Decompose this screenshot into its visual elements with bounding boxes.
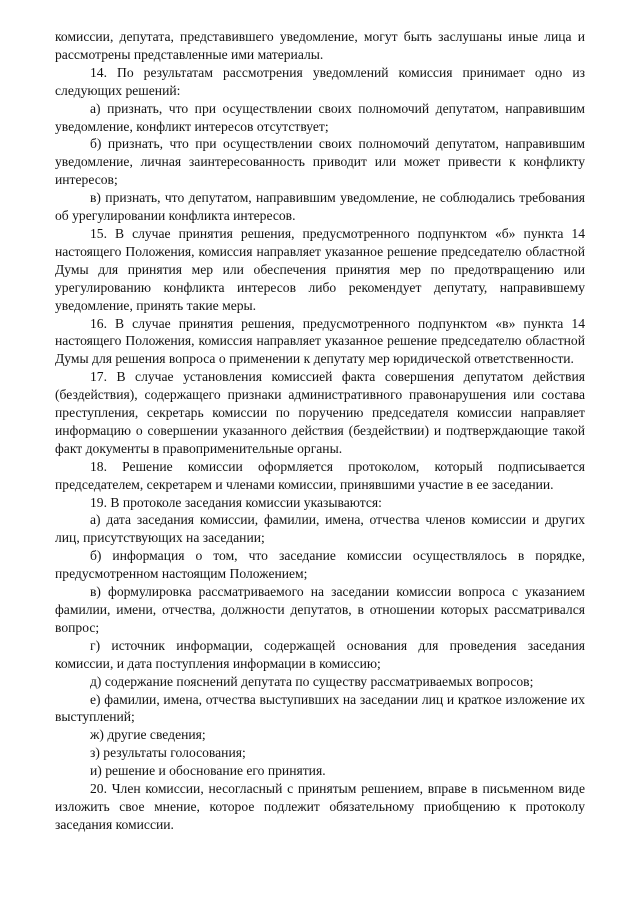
paragraph-item-16: 16. В случае принятия решения, предусмотренного подпунктом «в» пункта 14 настоящего Положения, комиссия направляет указанное решение председателю областной Думы для решения вопроса о применении к депутату мер юридической ответственности.: [55, 315, 585, 367]
paragraph-item-20: 20. Член комиссии, несогласный с принятым решением, вправе в письменном виде изложить свое мнение, которое подлежит обязательному приобщению к протоколу заседания комиссии.: [55, 781, 585, 832]
subitem-19-i: и) решение и обоснование его принятия.: [90, 763, 326, 779]
subitem-14-b: б) признать, что при осуществлении своих полномочий депутатом, направившим уведомление, личная заинтересованность приводит или может привести к конфликту интересов;: [55, 136, 585, 188]
paragraph-item-19: 19. В протоколе заседания комиссии указываются:: [90, 494, 382, 510]
subitem-19-z: з) результаты голосования;: [90, 745, 246, 761]
subitem-19-g: г) источник информации, содержащей основания для проведения заседания комиссии, и дата поступления информации в комиссию;: [55, 637, 585, 671]
subitem-19-zh: ж) другие сведения;: [90, 727, 206, 743]
paragraph-item-15: 15. В случае принятия решения, предусмотренного подпунктом «б» пункта 14 настоящего Положения, комиссия направляет указанное решение председателю областной Думы для принятия мер или обеспечения принятия мер по предотвращению или урегулированию конфликта интересов либо рекомендует депутату, направившему уведомление, принять такие меры.: [55, 225, 585, 313]
subitem-19-b: б) информация о том, что заседание комиссии осуществлялось в порядке, предусмотренном настоящим Положением;: [55, 548, 585, 582]
subitem-19-e: е) фамилии, имена, отчества выступивших на заседании лиц и краткое изложение их выступлений;: [55, 691, 585, 725]
subitem-14-a: а) признать, что при осуществлении своих полномочий депутатом, направившим уведомление, конфликт интересов отсутствует;: [55, 100, 585, 134]
subitem-19-d: д) содержание пояснений депутата по существу рассматриваемых вопросов;: [90, 673, 534, 689]
paragraph-item-17: 17. В случае установления комиссией факта совершения депутатом действия (бездействия), содержащего признаки административного правонарушения или состава преступления, секретарь комиссии по поручению председателя комиссии направляет информацию о совершении указанного действия (бездействии) и подтверждающие такой факт документы в правоприменительные органы.: [55, 369, 585, 456]
subitem-19-v: в) формулировка рассматриваемого на заседании комиссии вопроса с указанием фамилии, имени, отчества, должности депутатов, в отношении которых рассматривался вопрос;: [55, 584, 585, 635]
paragraph-item-18: 18. Решение комиссии оформляется протоколом, который подписывается председателем, секретарем и членами комиссии, принявшими участие в ее заседании.: [55, 458, 585, 492]
subitem-19-a: а) дата заседания комиссии, фамилии, имена, отчества членов комиссии и других лиц, присутствующих на заседании;: [55, 512, 585, 546]
paragraph-item-14: 14. По результатам рассмотрения уведомлений комиссия принимает одно из следующих решений:: [55, 64, 585, 98]
paragraph-continuation: комиссии, депутата, представившего уведомление, могут быть заслушаны иные лица и рассмотрены представленные ими материалы.: [55, 29, 585, 62]
subitem-14-v: в) признать, что депутатом, направившим уведомление, не соблюдались требования об урегулировании конфликта интересов.: [55, 190, 585, 224]
